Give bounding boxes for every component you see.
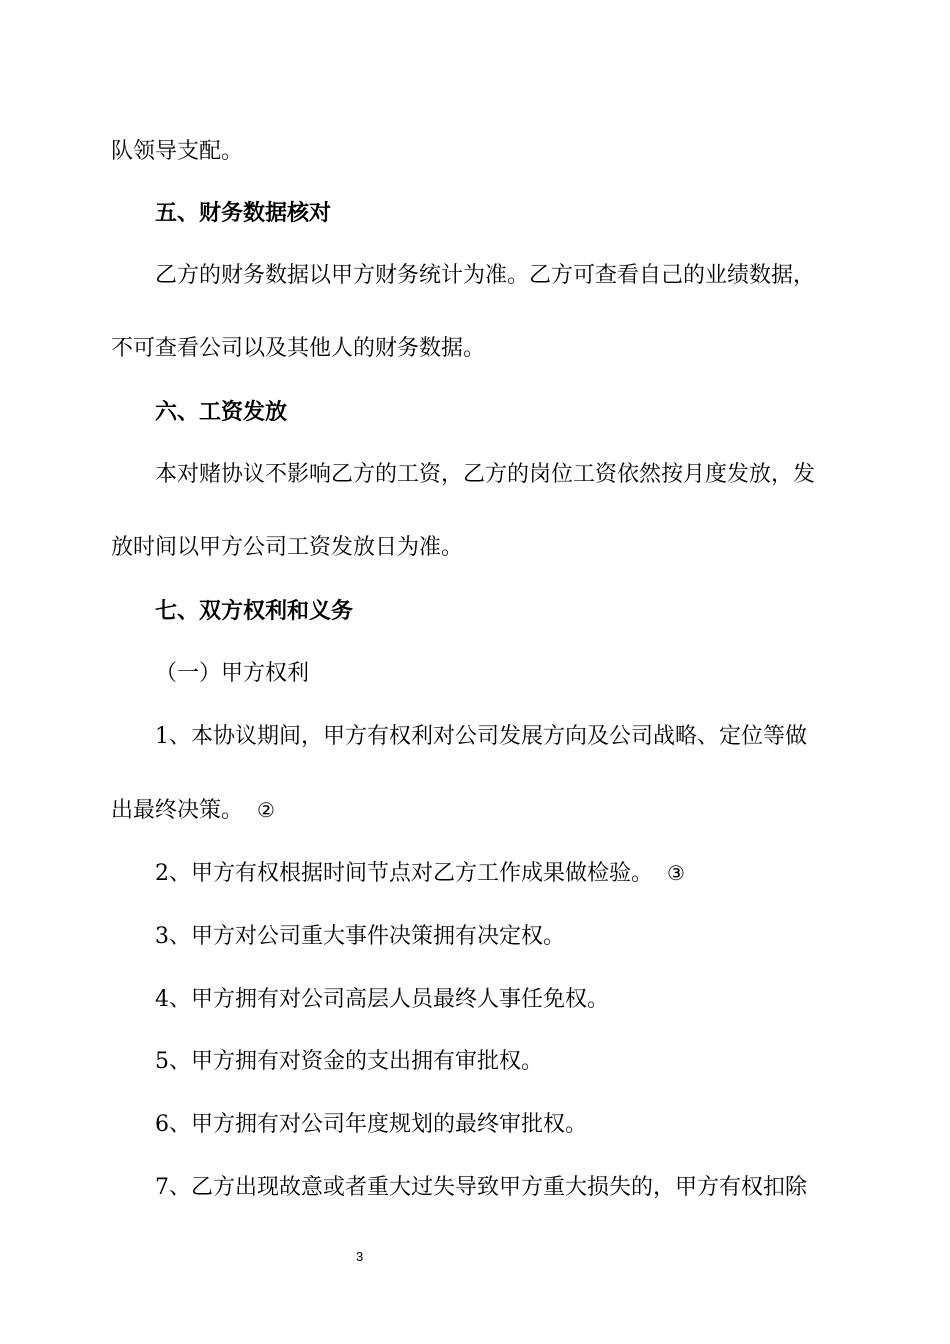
- list-item-4: 4、甲方拥有对公司高层人员最终人事任免权。: [155, 987, 609, 1012]
- list-item-6: 6、甲方拥有对公司年度规划的最终审批权。: [155, 1112, 587, 1137]
- section-heading-5: 五、财务数据核对: [155, 201, 332, 226]
- footnote-mark: ②: [257, 798, 275, 822]
- list-item-text: 出最终决策。: [111, 798, 244, 823]
- list-item-2: [155, 858, 685, 889]
- footnote-mark: ③: [667, 861, 685, 885]
- section-heading-6: 六、工资发放: [155, 400, 288, 425]
- list-item-3: 3、甲方对公司重大事件决策拥有决定权。: [155, 924, 565, 949]
- paragraph-continuation: 队领导支配。: [111, 139, 244, 164]
- list-item-1-line-1: 1、本协议期间，甲方有权利对公司发展方向及公司战略、定位等做: [155, 724, 807, 749]
- subsection-heading-party-a-rights: （一）甲方权利: [155, 661, 310, 686]
- page-number: 3: [356, 1249, 364, 1264]
- list-item-7: 7、乙方出现故意或者重大过失导致甲方重大损失的，甲方有权扣除: [155, 1175, 807, 1200]
- list-item-1-line-2: [111, 795, 275, 826]
- list-item-text: 2、甲方有权根据时间节点对乙方工作成果做检验。: [155, 861, 653, 886]
- paragraph-salary-line-2: 放时间以甲方公司工资发放日为准。: [111, 535, 464, 560]
- paragraph-finance-line-1: 乙方的财务数据以甲方财务统计为准。乙方可查看自己的业绩数据，: [155, 263, 816, 288]
- paragraph-salary-line-1: 本对赌协议不影响乙方的工资，乙方的岗位工资依然按月度发放，发: [155, 462, 816, 487]
- paragraph-finance-line-2: 不可查看公司以及其他人的财务数据。: [111, 336, 486, 361]
- list-item-5: 5、甲方拥有对资金的支出拥有审批权。: [155, 1049, 543, 1074]
- section-heading-7: 七、双方权利和义务: [155, 599, 354, 624]
